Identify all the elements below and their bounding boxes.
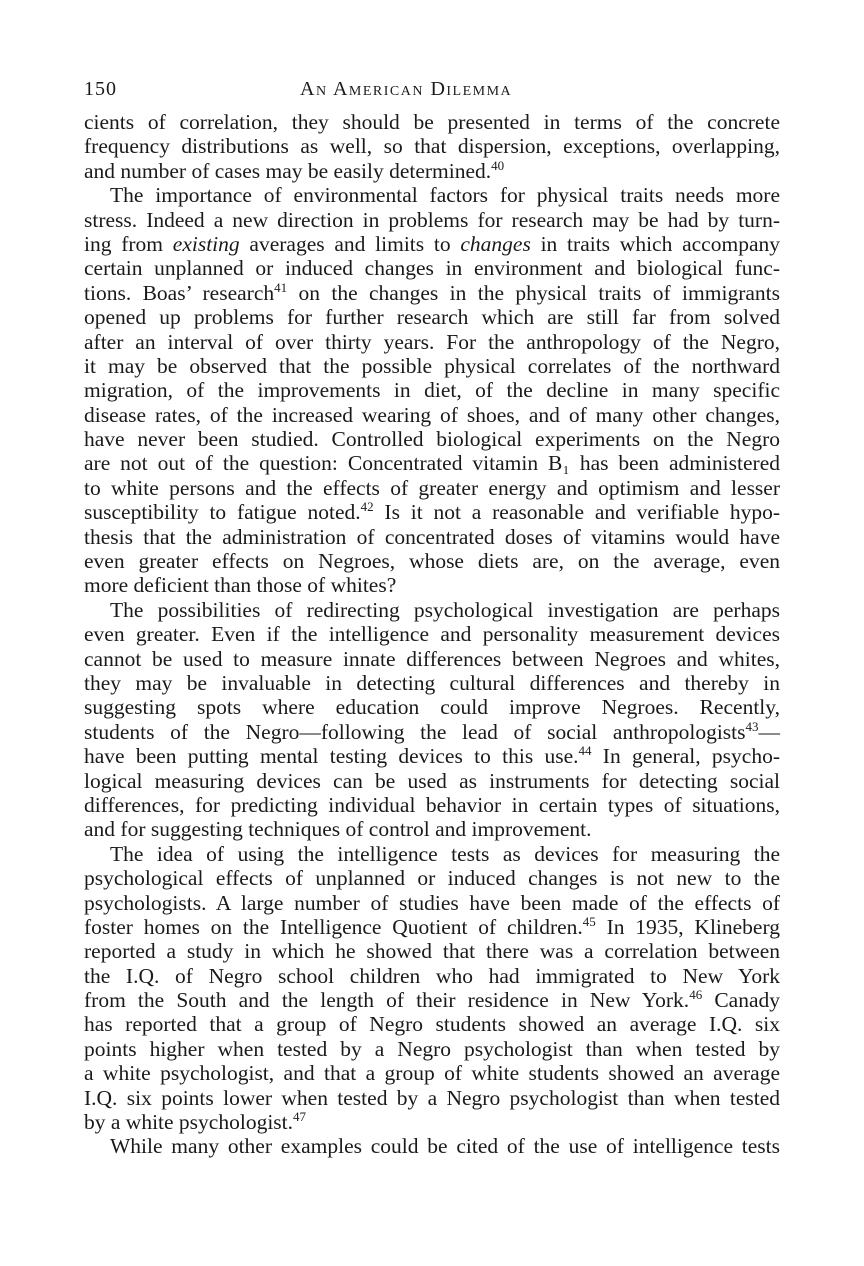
text-line: more deficient than those of whites?: [84, 573, 397, 598]
footnote-ref: 44: [578, 743, 592, 759]
text-line: have been putting mental testing devices to this use.$^{44}$ In general, psycho-: [84, 743, 780, 769]
text-line: psychological effects of unplanned or induced changes is not new to the: [84, 866, 780, 891]
text-line: a white psychologist, and that a group of white students showed an average: [84, 1061, 780, 1086]
text-line: While many other examples could be cited of the use of intelligence tests: [110, 1134, 780, 1159]
text-line: and number of cases may be easily determined.$^{40}$: [84, 157, 505, 183]
text-line: after an interval of over thirty years. For the anthropology of the Negro,: [84, 329, 780, 354]
footnote-ref: 41: [274, 279, 288, 295]
footnote-ref: 43: [745, 718, 759, 734]
text-line: by a white psychologist.$^{47}$: [84, 1109, 307, 1135]
page-header: [84, 78, 780, 106]
text-line: students of the Negro—following the lead of social anthropologists$^{43}$—: [84, 718, 780, 744]
text-line: and for suggesting techniques of control and improvement.: [84, 817, 592, 842]
running-title: An American Dilemma: [300, 78, 513, 100]
text-line: The importance of environmental factors for physical traits needs more: [110, 183, 780, 208]
text-line: susceptibility to fatigue noted.$^{42}$ Is it not a reasonable and verifiable hypo-: [84, 499, 781, 525]
footnote-ref: 45: [582, 913, 596, 929]
text-line: cients of correlation, they should be presented in terms of the concrete: [84, 110, 780, 134]
text-line: the I.Q. of Negro school children who had immigrated to New York: [84, 963, 780, 988]
text-line: I.Q. six points lower when tested by a Negro psychologist than when tested: [84, 1085, 780, 1110]
body-text: [84, 110, 780, 1159]
emphasis-text: existing: [172, 231, 240, 256]
text-line: have never been studied. Controlled biological experiments on the Negro: [84, 427, 780, 452]
text-line: disease rates, of the increased wearing of shoes, and of many other changes,: [84, 402, 780, 427]
text-line: logical measuring devices can be used as instruments for detecting social: [84, 768, 780, 793]
footnote-ref: 42: [360, 499, 374, 515]
footnote-ref: 47: [293, 1109, 307, 1125]
emphasis-text: changes: [460, 231, 531, 256]
text-line: thesis that the administration of concentrated doses of vitamins would have: [84, 524, 780, 549]
text-line: The idea of using the intelligence tests as devices for measuring the: [110, 841, 780, 866]
text-line: ing from existing averages and limits to changes in traits which accompany: [84, 231, 780, 256]
text-line: foster homes on the Intelligence Quotient of children.$^{45}$ In 1935, Klineberg: [84, 913, 780, 939]
text-line: stress. Indeed a new direction in problems for research may be had by turn-: [84, 207, 780, 232]
text-line: even greater. Even if the intelligence and personality measurement devices: [84, 622, 780, 647]
text-line: are not out of the question: Concentrated vitamin B₁ has been administered: [84, 451, 780, 476]
page-number: 150: [84, 78, 117, 100]
text-line: tions. Boas’ research$^{41}$ on the changes in the physical traits of immigrants: [84, 279, 780, 305]
text-line: opened up problems for further research which are still far from solved: [84, 305, 780, 330]
footnote-ref: 46: [689, 987, 703, 1003]
text-line: points higher when tested by a Negro psychologist than when tested by: [84, 1036, 780, 1061]
text-line: they may be invaluable in detecting cultural differences and thereby in: [84, 670, 780, 695]
text-line: it may be observed that the possible physical correlates of the northward: [84, 353, 780, 378]
text-line: has reported that a group of Negro students showed an average I.Q. six: [84, 1012, 780, 1037]
text-line: frequency distributions as well, so that dispersion, exceptions, overlapping,: [84, 134, 780, 159]
text-line: differences, for predicting individual behavior in certain types of situations,: [84, 792, 780, 817]
text-line: from the South and the length of their residence in New York.$^{46}$ Canady: [84, 987, 780, 1013]
text-line: psychologists. A large number of studies have been made of the effects of: [84, 890, 780, 915]
text-line: to white persons and the effects of greater energy and optimism and lesser: [84, 475, 780, 500]
text-line: The possibilities of redirecting psychological investigation are perhaps: [110, 597, 780, 622]
text-line: certain unplanned or induced changes in environment and biological func-: [84, 256, 780, 281]
text-line: reported a study in which he showed that there was a correlation between: [84, 939, 780, 964]
footnote-ref: 40: [491, 157, 505, 173]
text-line: cannot be used to measure innate differences between Negroes and whites,: [84, 646, 780, 671]
text-line: even greater effects on Negroes, whose diets are, on the average, even: [84, 549, 780, 574]
text-line: suggesting spots where education could improve Negroes. Recently,: [84, 695, 780, 720]
text-line: migration, of the improvements in diet, of the decline in many specific: [84, 378, 780, 403]
